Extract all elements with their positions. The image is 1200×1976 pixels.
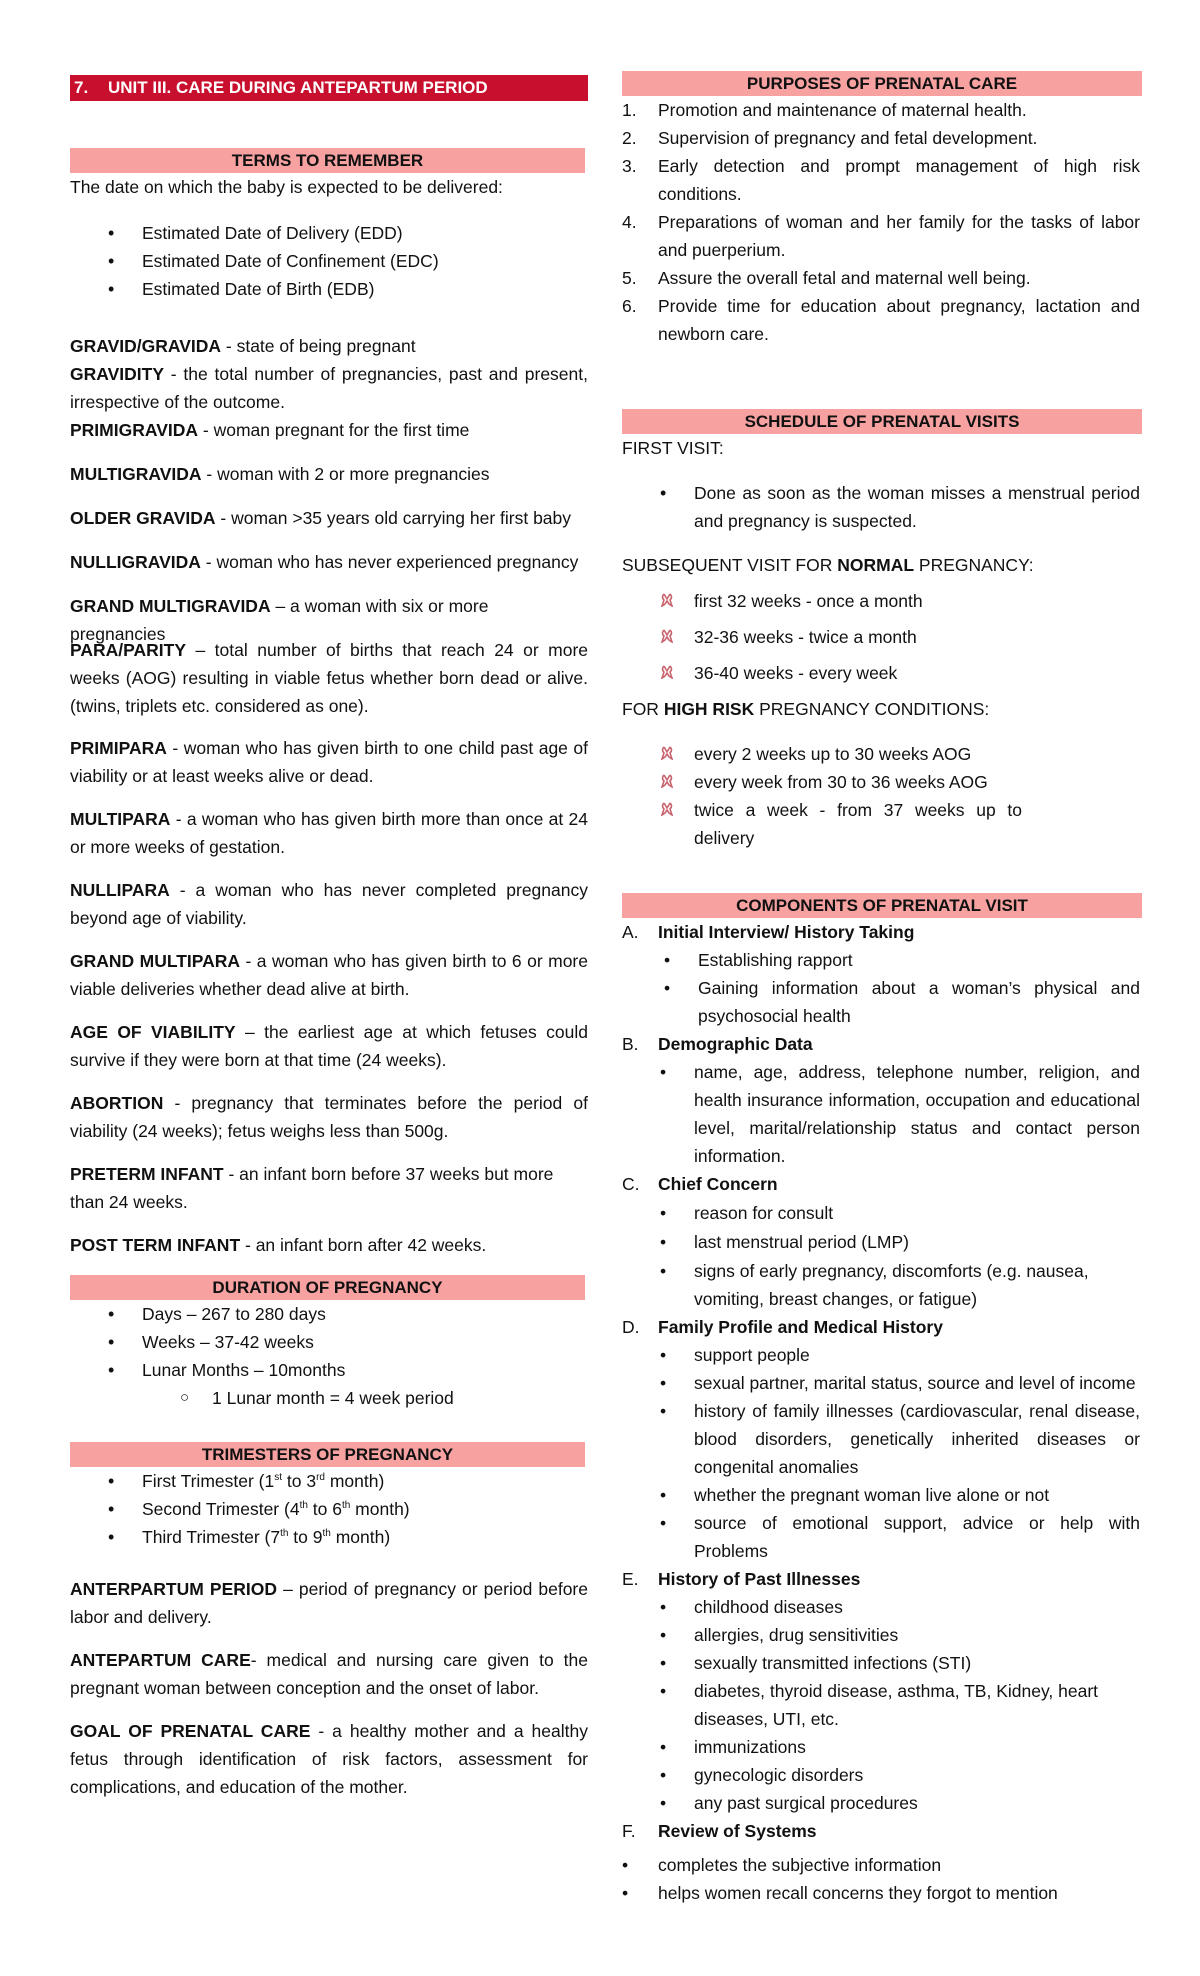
definition-text: - medical and nursing care given to the pregnant woman between conception and the onset of labor. [70,1650,588,1698]
definition-text: – a woman with six or more pregnancies [70,596,489,644]
definition-text: – the earliest age at which fetuses could survive if they were born at that time (24 weeks). [70,1022,588,1070]
list-item: • last menstrual period (LMP) [622,1228,1140,1256]
definition-text: - an infant born before 37 weeks but more than 24 weeks. [70,1164,554,1212]
list-item: • gynecologic disorders [622,1761,1140,1789]
definition-text: - woman who has given birth to one child past age of viability or at least weeks alive or dead. [70,738,588,786]
definition [70,1231,588,1259]
definition-text: - an infant born after 42 weeks. [240,1235,487,1255]
definition-term: PRETERM INFANT [70,1164,224,1184]
list-item: every week from 30 to 36 weeks AOG [622,768,1022,796]
schedule-header: SCHEDULE OF PRENATAL VISITS [622,409,1142,434]
component-section: F. Review of Systems [622,1821,817,1841]
definition [70,548,588,576]
component-section: C. Chief Concern • reason for consult • last menstrual period (LMP) • signs of early pregnancy, discomforts (e.g. nausea, vomiting, breast changes, or fatigue) [622,1170,1140,1313]
list-item: • First Trimester (1st to 3rd month) [70,1467,588,1495]
definition [70,416,588,444]
definition-text: – period of pregnancy or period before labor and delivery. [70,1579,588,1627]
ribbon-icon [660,802,674,816]
definition-term: GRAVID/GRAVIDA [70,336,222,356]
definition-term: GRAVIDITY [70,364,164,384]
definition [70,460,588,488]
ribbon-icon [660,629,674,643]
components-list [622,918,1140,1845]
list-item: 1. Promotion and maintenance of maternal health. [622,100,1027,120]
list-item: • whether the pregnant woman live alone or not [622,1481,1140,1509]
definition-term: POST TERM INFANT [70,1235,241,1255]
list-item: • Weeks – 37-42 weeks [70,1328,588,1356]
definition [70,805,588,861]
list-item: 6. Provide time for education about pregnancy, lactation and newborn care. [622,296,1140,344]
definition-text: - woman pregnant for the first time [198,420,470,440]
definition-term: ANTEPARTUM CARE [70,1650,251,1670]
definition-text: - woman with 2 or more pregnancies [201,464,490,484]
list-item: • signs of early pregnancy, discomforts (e.g. nausea, vomiting, breast changes, or fatigue) [622,1257,1140,1313]
list-item: • Done as soon as the woman misses a menstrual period and pregnancy is suspected. [622,479,1140,535]
definition-text: - state of being pregnant [221,336,416,356]
definition-text: - a healthy mother and a healthy fetus through identification of risk factors, assessment for complications, and education of the mother. [70,1721,588,1797]
definition [70,1575,588,1631]
definition-term: ANTERPARTUM PERIOD [70,1579,277,1599]
definition-term: MULTIPARA [70,809,171,829]
component-section: D. Family Profile and Medical History • support people • sexual partner, marital status, source and level of income • history of family illnesses (cardiovascular, renal disease, blood disorders, genetically inherited diseases or congenital anomalies • whether the pregnant woman live alone or not • source of emotional support, advice or help with Problems [622,1313,1140,1565]
definition-term: GRAND MULTIPARA [70,951,241,971]
definition-term: PRIMIPARA [70,738,167,758]
list-item: • Estimated Date of Delivery (EDD) [70,219,588,247]
list-item: first 32 weeks - once a month [622,587,1140,615]
definition-text: - a woman who has given birth to 6 or more viable deliveries whether dead alive at birth. [70,951,588,999]
definition [70,332,588,360]
definition-term: GOAL OF PRENATAL CARE [70,1721,311,1741]
list-item: 4. Preparations of woman and her family for the tasks of labor and puerperium. [622,212,1140,260]
unit-number: 7. [74,78,89,97]
definition [70,1717,588,1801]
component-section: A. Initial Interview/ History Taking • Establishing rapport • Gaining information about a woman’s physical and psychosocial health [622,918,1140,1030]
list-item: • sexually transmitted infections (STI) [622,1649,1140,1677]
list-item: 36-40 weeks - every week [622,659,1140,687]
list-item: • Days – 267 to 280 days [70,1300,588,1328]
definition-text: - a woman who has given birth more than once at 24 or more weeks of gestation. [70,809,588,857]
list-item: • completes the subjective information [622,1855,942,1875]
definition-text: – total number of births that reach 24 or more weeks (AOG) resulting in viable fetus whether born dead or alive. (twins, triplets etc. considered as one). [70,640,588,716]
definition [70,636,588,720]
date-list [70,219,588,303]
list-item: • any past surgical procedures [622,1789,1140,1817]
definition [70,504,588,532]
trimesters-header: TRIMESTERS OF PREGNANCY [70,1442,585,1467]
terms-intro: The date on which the baby is expected to be delivered: [70,177,503,197]
unit-title-text: UNIT III. CARE DURING ANTEPARTUM PERIOD [108,78,488,97]
list-item: • Lunar Months – 10months [70,1356,588,1384]
purposes-list [622,96,1140,348]
definition-term: GRAND MULTIGRAVIDA [70,596,271,616]
review-list [622,1851,1140,1907]
list-item: • diabetes, thyroid disease, asthma, TB, Kidney, heart diseases, UTI, etc. [622,1677,1140,1733]
ribbon-icon [660,593,674,607]
definition-term: PARA/PARITY [70,640,187,660]
definition [70,1089,588,1145]
list-item: • Second Trimester (4th to 6th month) [70,1495,588,1523]
list-item: 2. Supervision of pregnancy and fetal development. [622,128,1038,148]
definition-text: - the total number of pregnancies, past and present, irrespective of the outcome. [70,364,588,412]
definition [70,1160,588,1216]
definition-text: - woman >35 years old carrying her first baby [215,508,572,528]
definition [70,876,588,932]
list-item: • Establishing rapport [664,950,853,970]
definition [70,1646,588,1702]
circle-bullet-icon: ○ [180,1389,190,1406]
high-risk-list [622,740,1022,852]
list-item: • sexual partner, marital status, source and level of income [622,1369,1140,1397]
list-item: • allergies, drug sensitivities [622,1621,1140,1649]
list-item: • helps women recall concerns they forgot to mention [622,1883,1058,1903]
purposes-header: PURPOSES OF PRENATAL CARE [622,71,1142,96]
duration-header: DURATION OF PREGNANCY [70,1275,585,1300]
component-section: B. Demographic Data • name, age, address, telephone number, religion, and health insurance information, occupation and educational level, marital/relationship status and contact person information. [622,1030,1140,1170]
definition-text: - a woman who has never completed pregnancy beyond age of viability. [70,880,588,928]
list-item: • immunizations [622,1733,1140,1761]
definition-term: MULTIGRAVIDA [70,464,202,484]
list-item: • source of emotional support, advice or help with Problems [622,1509,1140,1565]
component-section: E. History of Past Illnesses • childhood diseases • allergies, drug sensitivities • sexually transmitted infections (STI) • diabetes, thyroid disease, asthma, TB, Kidney, heart diseases, UTI, etc. • immunizations • gynecologic disorders • any past surgical procedures [622,1565,1140,1817]
normal-visit-list [622,587,1140,687]
list-item: • Third Trimester (7th to 9th month) [70,1523,588,1551]
duration-sub-text: 1 Lunar month = 4 week period [212,1388,454,1408]
definition [70,360,588,416]
duration-list [70,1300,588,1384]
duration-sub [70,1384,588,1412]
ribbon-icon [660,746,674,760]
trimester-list [70,1467,588,1551]
ribbon-icon [660,774,674,788]
list-item: • name, age, address, telephone number, religion, and health insurance information, occupation and educational level, marital/relationship status and contact person information. [622,1058,1140,1170]
list-item: • Estimated Date of Confinement (EDC) [70,247,588,275]
definition-term: NULLIPARA [70,880,170,900]
list-item: • childhood diseases [622,1593,1140,1621]
ribbon-icon [660,665,674,679]
definition-text: - woman who has never experienced pregnancy [200,552,579,572]
definition [70,734,588,790]
definition-term: OLDER GRAVIDA [70,508,216,528]
list-item: • Estimated Date of Birth (EDB) [70,275,588,303]
list-item: 32-36 weeks - twice a month [622,623,1140,651]
terms-header: TERMS TO REMEMBER [70,148,585,173]
definition-term: ABORTION [70,1093,164,1113]
components-header: COMPONENTS OF PRENATAL VISIT [622,893,1142,918]
definition [70,947,588,1003]
normal-visit-label: SUBSEQUENT VISIT FOR NORMAL PREGNANCY: [622,555,1034,575]
list-item: • history of family illnesses (cardiovascular, renal disease, blood disorders, genetically inherited diseases or congenital anomalies [622,1397,1140,1481]
list-item: 3. Early detection and prompt management of high risk conditions. [622,156,1140,204]
definition-term: NULLIGRAVIDA [70,552,201,572]
list-item: • reason for consult [622,1199,1140,1227]
list-item: • Gaining information about a woman’s physical and psychosocial health [664,978,1140,1026]
list-item: twice a week - from 37 weeks up to delivery [622,796,1022,852]
first-visit-label: FIRST VISIT: [622,438,724,458]
definition [70,1018,588,1074]
definition-term: AGE OF VIABILITY [70,1022,236,1042]
first-visit-list [622,479,1140,535]
high-risk-label: FOR HIGH RISK PREGNANCY CONDITIONS: [622,699,990,719]
list-item: 5. Assure the overall fetal and maternal well being. [622,268,1031,288]
list-item: • support people [622,1341,1140,1369]
list-item: every 2 weeks up to 30 weeks AOG [622,740,1022,768]
definition-term: PRIMIGRAVIDA [70,420,199,440]
definition-text: - pregnancy that terminates before the period of viability (24 weeks); fetus weighs less than 500g. [70,1093,588,1141]
unit-title [70,75,588,101]
